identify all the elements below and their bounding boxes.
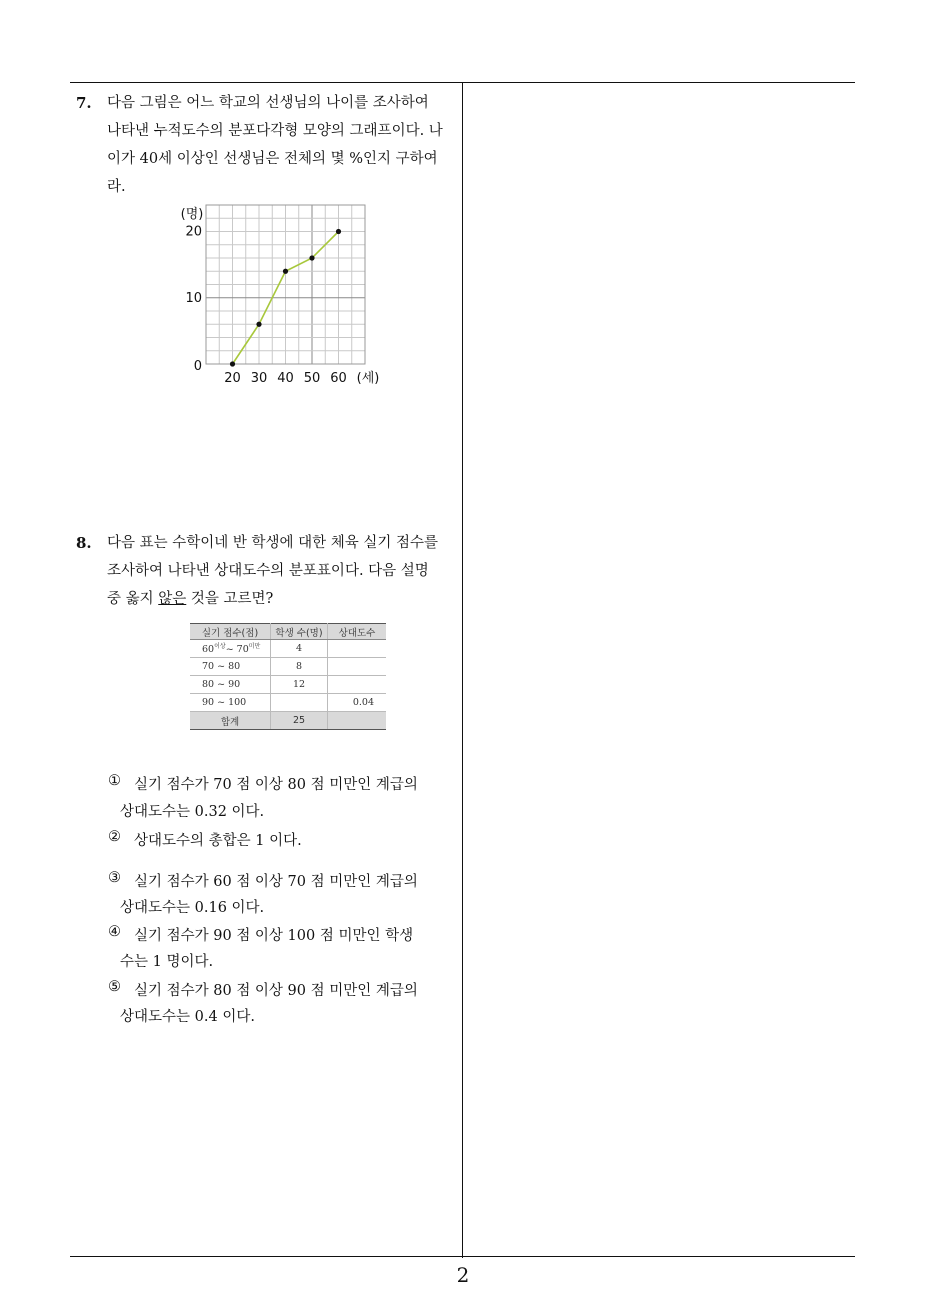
option-line: 수는 1 명이다. [120,954,214,970]
q7-line: 나타낸 누적도수의 분포다각형 모양의 그래프이다. 나 [107,123,443,139]
x-tick-label: 20 [224,371,241,386]
option-mark: ② [108,829,121,845]
x-tick-label: 50 [303,371,321,386]
q8-underlined-word: 않은 [158,591,187,607]
q8-line3-post: 것을 고르면? [186,591,274,607]
q8-line: 다음 표는 수학이네 반 학생에 대한 체육 실기 점수를 [107,535,439,551]
option-mark: ④ [108,924,121,940]
cell-total-students: 25 [271,712,328,730]
data-point [256,322,261,327]
option-line: 상대도수는 0.32 이다. [120,804,265,820]
q8-line-3 [107,585,459,613]
q7-number: 7. [76,94,92,112]
y-axis-label: (명) [180,207,204,222]
option-line: 실기 점수가 60 점 이상 70 점 미만인 계급의 [134,874,418,890]
cell-range: 70 ~ 80 [190,658,271,676]
data-point [336,229,341,234]
cell-relative: 0.04 [328,694,387,712]
y-tick-label: 0 [193,359,202,374]
data-point [283,269,288,274]
x-tick-label: 60 [330,371,347,386]
table-header-row [190,624,386,640]
option-line: 실기 점수가 90 점 이상 100 점 미만인 학생 [134,928,414,944]
x-tick-label: 40 [277,371,294,386]
table-total-row [190,712,386,730]
cell-relative [328,658,387,676]
option-line: 실기 점수가 70 점 이상 80 점 미만인 계급의 [134,777,418,793]
cell-students: 4 [271,640,328,658]
q8-text [107,529,459,613]
chart-grid [206,205,365,364]
option-mark: ⑤ [108,979,121,995]
cell-range: $60^{이상}\sim$ $70^{미만}$ [190,640,271,658]
relative-frequency-table [190,623,386,730]
cell-range: 80 ~ 90 [190,676,271,694]
option-mark: ① [108,773,121,789]
q8-line: 조사하여 나타낸 상대도수의 분포표이다. 다음 설명 [107,563,429,579]
option-line: 상대도수는 0.16 이다. [120,900,265,916]
option-line: 상대도수는 0.4 이다. [120,1009,255,1025]
table-row [190,694,386,712]
q7-line: 다음 그림은 어느 학교의 선생님의 나이를 조사하여 [107,95,429,111]
data-point [309,255,314,260]
option-mark: ③ [108,870,121,886]
y-tick-label: 20 [185,224,202,240]
option-line: 실기 점수가 80 점 이상 90 점 미만인 계급의 [134,983,418,999]
bottom-rule [70,1256,855,1257]
cell-total-label: 합계 [190,712,271,730]
x-axis-label: (세) [356,371,380,386]
cell-range: 90 ~ 100 [190,694,271,712]
table-row [190,640,386,658]
y-tick-labels [185,225,202,375]
q7-line: 이가 40세 이상인 선생님은 전체의 몇 %인지 구하여 [107,151,438,167]
cell-total-relative [328,712,387,730]
table-row [190,658,386,676]
header-students: 학생 수(명) [271,624,328,640]
q8-number: 8. [76,534,92,552]
cell-students [271,694,328,712]
data-point [230,361,235,366]
cell-students: 8 [271,658,328,676]
cumulative-frequency-chart [170,196,400,392]
cell-relative [328,640,387,658]
cell-relative [328,676,387,694]
header-relative: 상대도수 [328,624,387,640]
table-row [190,676,386,694]
page-number: 2 [456,1263,470,1287]
cell-students: 12 [271,676,328,694]
x-tick-label: 30 [250,371,268,386]
y-tick-label: 10 [185,290,202,306]
header-score: 실기 점수(점) [190,624,271,640]
q7-text [107,89,459,201]
q7-line: 라. [107,179,126,195]
q8-line3-pre: 중 옳지 [107,591,159,607]
x-tick-labels [224,371,347,386]
option-line: 상대도수의 총합은 1 이다. [134,833,302,849]
column-divider [462,82,463,1258]
